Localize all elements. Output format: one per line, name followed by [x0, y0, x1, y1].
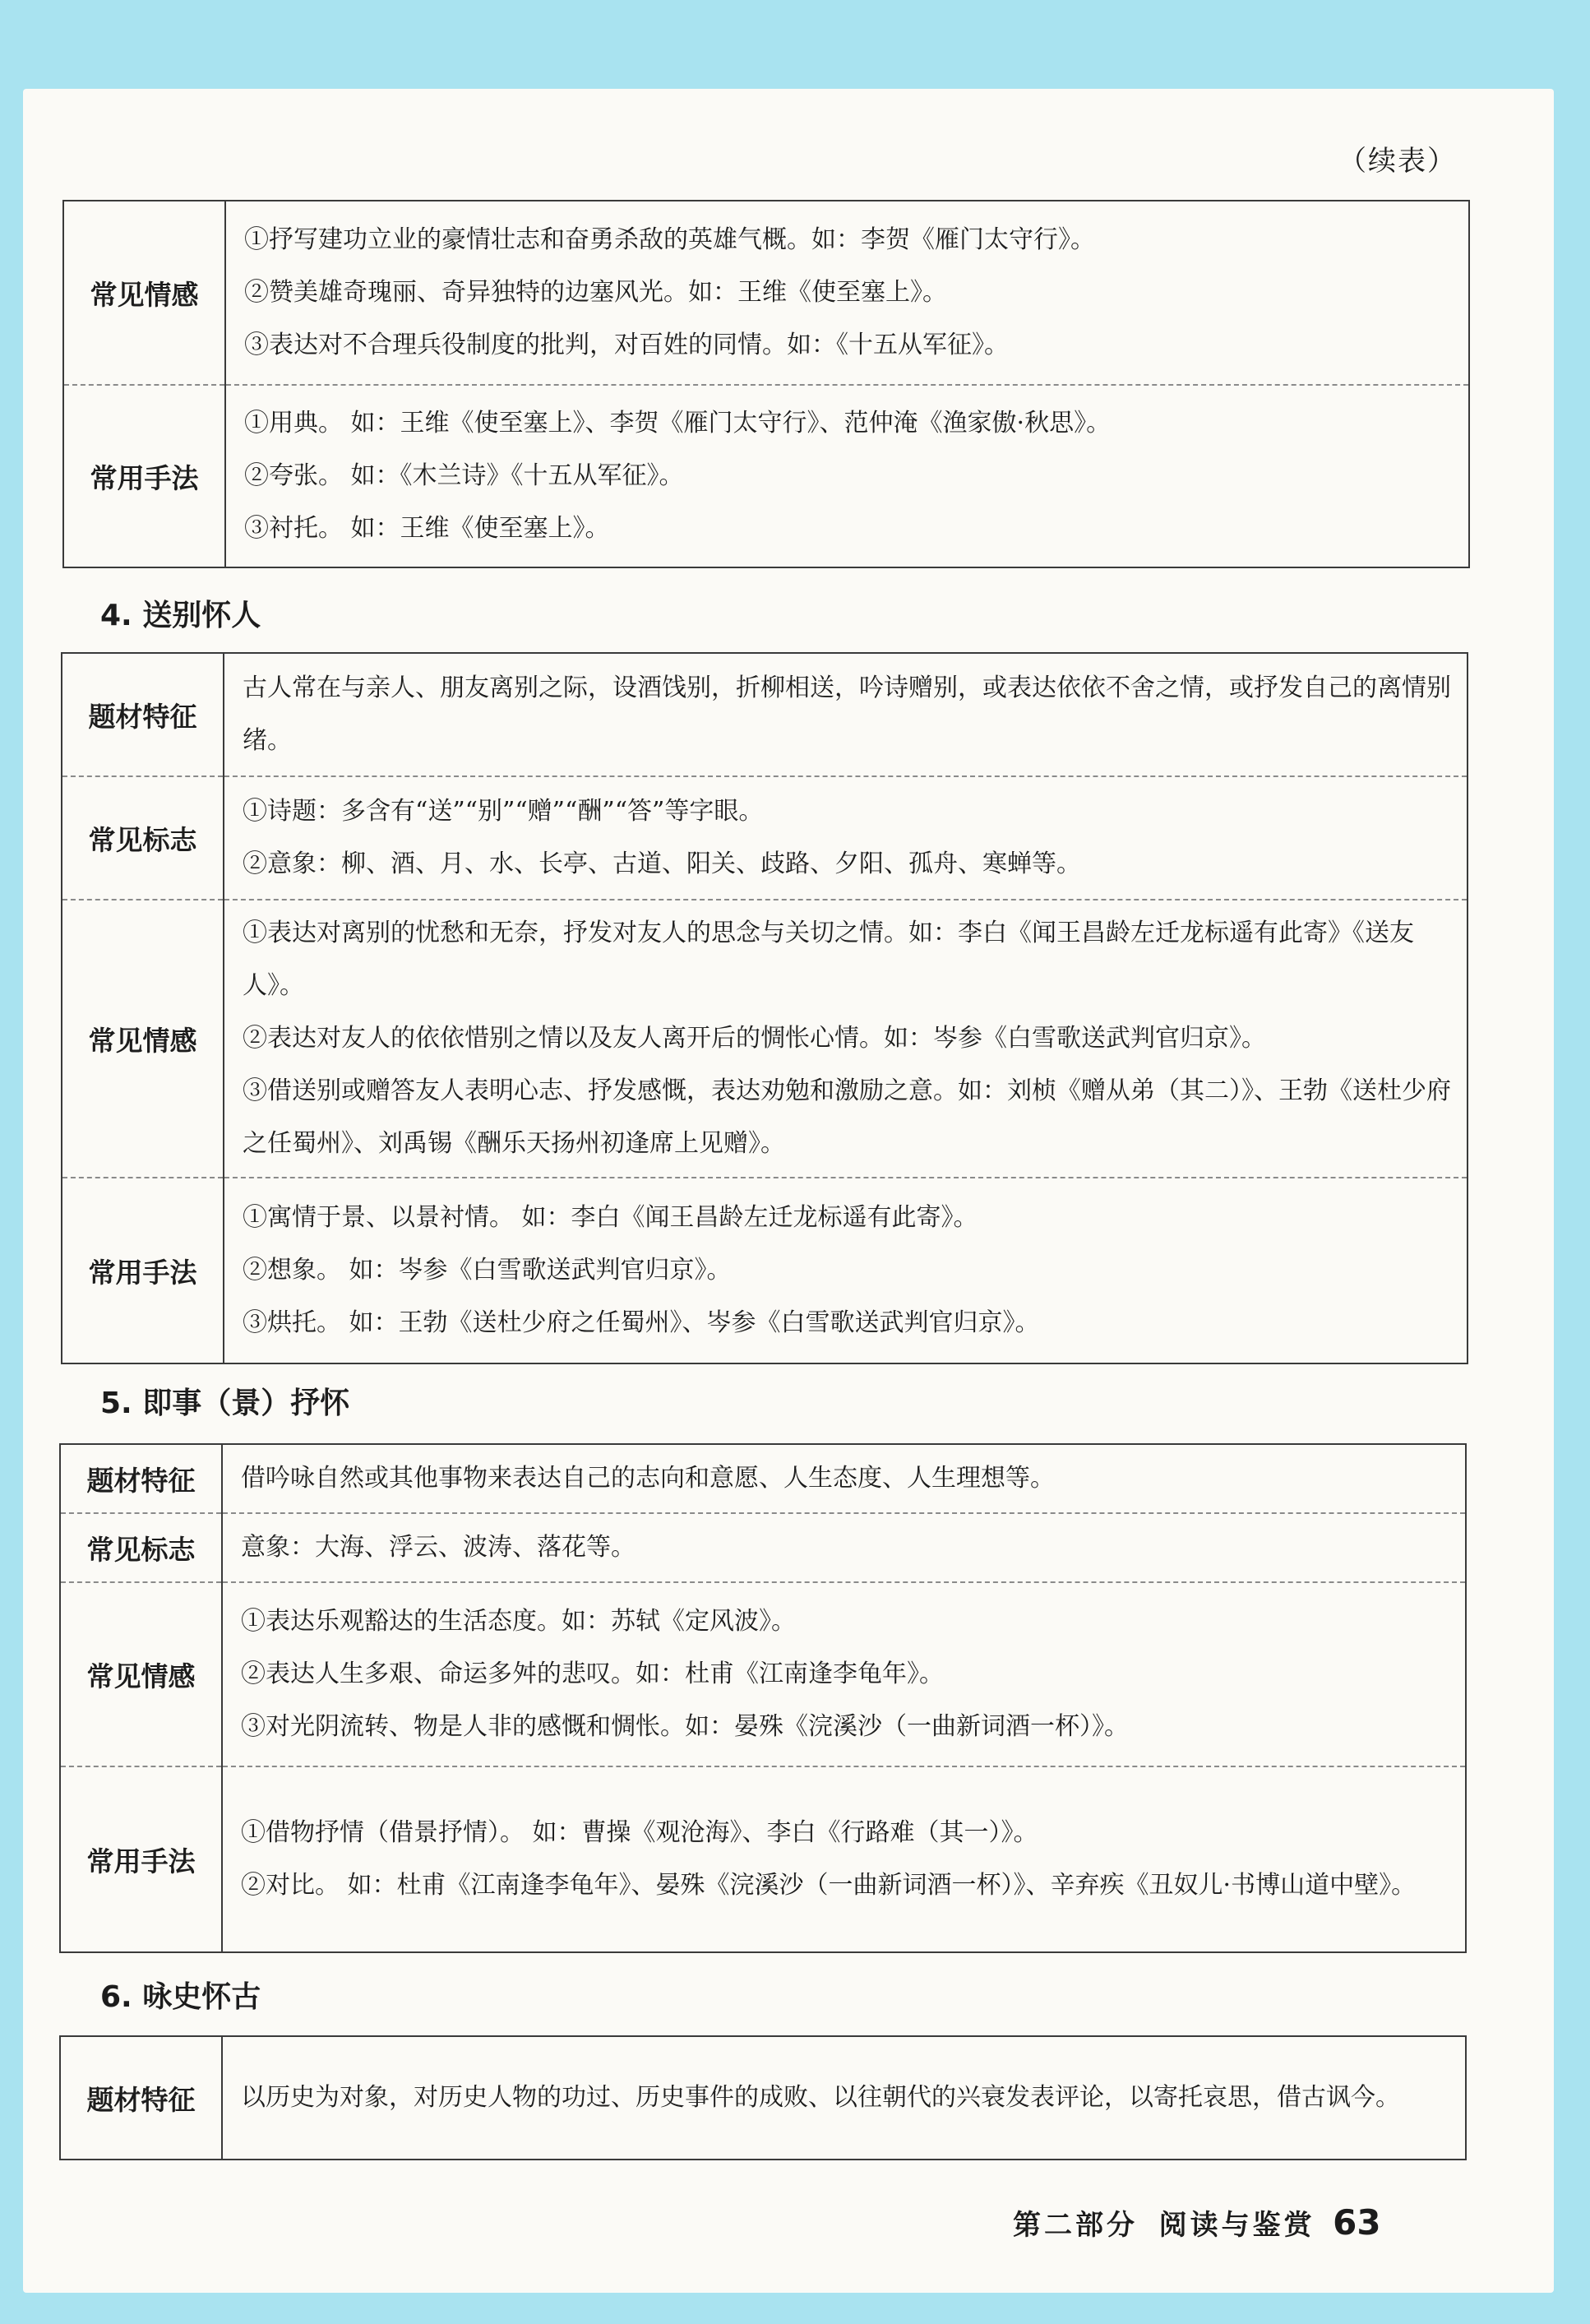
footer-section: 阅读与鉴赏	[1158, 2209, 1315, 2242]
footer-part: 第二部分	[1013, 2209, 1138, 2242]
table-farewell	[61, 652, 1468, 1364]
row-content	[222, 1766, 1466, 1952]
content-line: ③对光阴流转、物是人非的感慨和惆怅。如：晏殊《浣溪沙（一曲新词酒一杯）》。	[241, 1712, 1129, 1741]
content-paragraph: ①借物抒情（借景抒情）。 如：曹操《观沧海》、李白《行路难（其一）》。	[241, 1818, 1038, 1847]
content-paragraph: ②表达对友人的依依惜别之情以及友人离开后的惆怅心情。如：岑参《白雪歌送武判官归京》。	[243, 1024, 1266, 1053]
page-footer	[1013, 2202, 1381, 2243]
row-label: 常见情感	[63, 201, 225, 385]
content-line: ③表达对不合理兵役制度的批判，对百姓的同情。如：《十五从军征》。	[244, 331, 1009, 359]
row-content	[222, 1582, 1466, 1766]
content-line: ③衬托。 如：王维《使至塞上》。	[244, 514, 610, 543]
row-content	[224, 653, 1468, 776]
table-history	[59, 2035, 1467, 2160]
page-number: 63	[1333, 2202, 1381, 2243]
table-row	[63, 201, 1469, 385]
row-label: 常用手法	[60, 1766, 222, 1952]
table-row	[60, 2036, 1466, 2160]
content-line: ②表达人生多艰、命运多舛的悲叹。如：杜甫《江南逢李龟年》。	[241, 1660, 944, 1688]
table-row	[62, 653, 1468, 776]
row-label: 常用手法	[62, 1178, 224, 1363]
row-label: 常见情感	[60, 1582, 222, 1766]
row-content	[222, 1513, 1466, 1582]
row-label: 题材特征	[60, 1444, 222, 1513]
content-line: ①寓情于景、以景衬情。 如：李白《闻王昌龄左迁龙标遥有此寄》。	[243, 1203, 978, 1232]
content-line: ①抒写建功立业的豪情壮志和奋勇杀敌的英雄气概。如：李贺《雁门太守行》。	[244, 225, 1095, 254]
row-label: 常见情感	[62, 900, 224, 1178]
content-line: ②夸张。 如：《木兰诗》《十五从军征》。	[244, 461, 684, 490]
row-label: 常见标志	[62, 776, 224, 900]
content-line: 意象：大海、浮云、波涛、落花等。	[241, 1533, 636, 1562]
content-line: ②想象。 如：岑参《白雪歌送武判官归京》。	[243, 1256, 732, 1285]
row-content	[225, 201, 1469, 385]
table-row	[62, 1178, 1468, 1363]
content-line: ②赞美雄奇瑰丽、奇异独特的边塞风光。如：王维《使至塞上》。	[244, 278, 947, 307]
content-line: ③烘托。 如：王勃《送杜少府之任蜀州》、岑参《白雪歌送武判官归京》。	[243, 1308, 1040, 1337]
row-content	[224, 1178, 1468, 1363]
section-title: 6. 咏史怀古	[100, 1980, 261, 2014]
table-reflection	[59, 1443, 1467, 1953]
content-line: 借吟咏自然或其他事物来表达自己的志向和意愿、人生态度、人生理想等。	[241, 1464, 1055, 1493]
row-label: 题材特征	[60, 2036, 222, 2160]
table-frontier-continued	[62, 200, 1470, 568]
row-content	[222, 1444, 1466, 1513]
section-title: 5. 即事（景）抒怀	[100, 1387, 350, 1420]
content-line: ①诗题：多含有“送”“别”“赠”“酬”“答”等字眼。	[243, 797, 764, 826]
row-content	[224, 776, 1468, 900]
content-line: ①表达乐观豁达的生活态度。如：苏轼《定风波》。	[241, 1607, 796, 1636]
table-row	[62, 776, 1468, 900]
section-title: 4. 送别怀人	[100, 599, 261, 632]
content-line: ②意象：柳、酒、月、水、长亭、古道、阳关、歧路、夕阳、孤舟、寒蝉等。	[243, 850, 1081, 878]
content-text: 古人常在与亲人、朋友离别之际，设酒饯别，折柳相送，吟诗赠别，或表达依依不舍之情，或抒发自己的离情别绪。	[243, 674, 1451, 755]
row-label: 题材特征	[62, 653, 224, 776]
content-paragraph: ③借送别或赠答友人表明心志、抒发感慨，表达劝勉和激励之意。如：刘桢《赠从弟（其二）》、王勃《送杜少府之任蜀州》、刘禹锡《酬乐天扬州初逢席上见赠》。	[243, 1076, 1451, 1158]
table-row	[62, 900, 1468, 1178]
table-row	[60, 1444, 1466, 1513]
content-paragraph: ①表达对离别的忧愁和无奈，抒发对友人的思念与关切之情。如：李白《闻王昌龄左迁龙标遥有此寄》《送友人》。	[243, 919, 1414, 1000]
row-label: 常用手法	[63, 385, 225, 567]
table-row	[60, 1766, 1466, 1952]
row-label: 常见标志	[60, 1513, 222, 1582]
row-content	[222, 2036, 1466, 2160]
row-content	[224, 900, 1468, 1178]
content-text: 以历史为对象，对历史人物的功过、历史事件的成败、以往朝代的兴衰发表评论，以寄托哀思，借古讽今。	[241, 2083, 1400, 2112]
content-line: ①用典。 如：王维《使至塞上》、李贺《雁门太守行》、范仲淹《渔家傲·秋思》。	[244, 409, 1112, 437]
content-paragraph: ②对比。 如：杜甫《江南逢李龟年》、晏殊《浣溪沙（一曲新词酒一杯）》、辛弃疾《丑奴儿·书博山道中壁》。	[241, 1871, 1417, 1900]
table-row	[60, 1513, 1466, 1582]
continued-note: （续表）	[1338, 145, 1457, 178]
row-content	[225, 385, 1469, 567]
table-row	[60, 1582, 1466, 1766]
table-row	[63, 385, 1469, 567]
